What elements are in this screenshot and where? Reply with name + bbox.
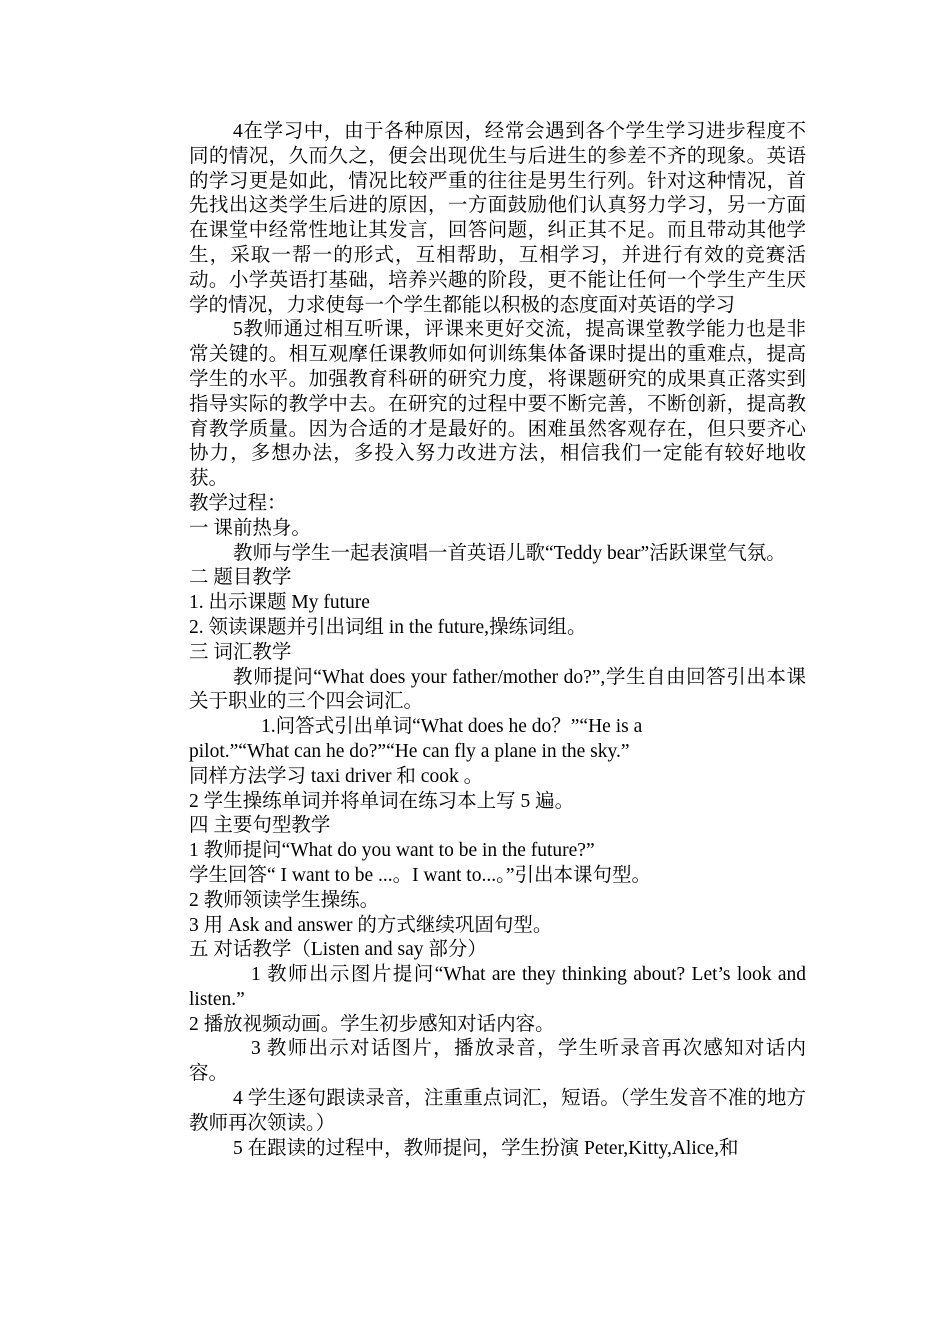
paragraph-5: 5教师通过相互听课，评课来更好交流，提高课堂教学能力也是非常关键的。相互观摩任课教师如何训练集体备课时提出的重难点，提高学生的水平。加强教育科研的研究力度，将课题研究的成果真正落实到指导实际的教学中去。在研究的过程中要不断完善，不断创新，提高教育教学质量。因为合适的才是最好的。困难虽然客观存在，但只要齐心协力，多想办法，多投入努力改进方法，相信我们一定能有较好地收获。 (189, 319, 806, 490)
section-1-body: 教师与学生一起表演唱一首英语儿歌“Teddy bear”活跃课堂气氛。 (233, 542, 786, 564)
section-4-heading: 四 主要句型教学 (189, 815, 331, 837)
section-3-item-1-line-2: pilot.”“What can he do?”“He can fly a plane in the sky.” (189, 740, 630, 762)
section-3-intro: 教师提问“What does your father/mother do?”,学生自由回答引出本课关于职业的三个四会词汇。 (189, 666, 806, 713)
section-5-item-3: 3 教师出示对话图片，播放录音，学生听录音再次感知对话内容。 (189, 1038, 806, 1085)
section-4-item-2: 2 教师领读学生操练。 (189, 889, 380, 911)
section-3-item-1-sub: 同样方法学习 taxi driver 和 cook 。 (189, 765, 484, 787)
section-4-item-3: 3 用 Ask and answer 的方式继续巩固句型。 (189, 914, 553, 936)
section-5-item-2: 2 播放视频动画。学生初步感知对话内容。 (189, 1013, 555, 1035)
section-4-item-1-sub: 学生回答“ I want to be ...。I want to...。”引出本课句型。 (189, 864, 651, 886)
section-2-item-1: 1. 出示课题 My future (189, 592, 370, 614)
section-5-item-1: 1 教师出示图片提问“What are they thinking about? Let’s look and listen.” (189, 964, 806, 1010)
section-5-heading: 五 对话教学（Listen and say 部分） (189, 939, 487, 961)
section-4-item-1: 1 教师提问“What do you want to be in the future?” (189, 840, 595, 862)
section-3-heading: 三 词汇教学 (189, 641, 292, 663)
section-3-item-2: 2 学生操练单词并将单词在练习本上写 5 遍。 (189, 790, 575, 812)
section-2-item-2: 2. 领读课题并引出词组 in the future,操练词组。 (189, 616, 587, 638)
section-5-item-4: 4 学生逐句跟读录音，注重重点词汇，短语。（学生发音不准的地方教师再次领读。） (189, 1088, 806, 1134)
section-2-heading: 二 题目教学 (189, 567, 292, 589)
teaching-process-title: 教学过程： (189, 492, 287, 514)
paragraph-4: 4在学习中，由于各种原因，经常会遇到各个学生学习进步程度不同的情况，久而久之，便会出现优生与后进生的参差不齐的现象。英语的学习更是如此，情况比较严重的往往是男生行列。针对这种情况，首先找出这类学生后进的原因，一方面鼓励他们认真努力学习，另一方面在课堂中经常性地让其发言，回答问题，纠正其不足。而且带动其他学生，采取一帮一的形式，互相帮助，互相学习，并进行有效的竞赛活动。小学英语打基础，培养兴趣的阶段，更不能让任何一个学生产生厌学的情况，力求使每一个学生都能以积极的态度面对英语的学习 (189, 121, 806, 316)
document-page (189, 120, 806, 1161)
section-3-item-1-line-1: 1.问答式引出单词“What does he do？”“He is a (261, 716, 643, 738)
section-1-heading: 一 课前热身。 (189, 517, 311, 539)
section-5-item-5: 5 在跟读的过程中，教师提问，学生扮演 Peter,Kitty,Alice,和 (233, 1137, 739, 1159)
